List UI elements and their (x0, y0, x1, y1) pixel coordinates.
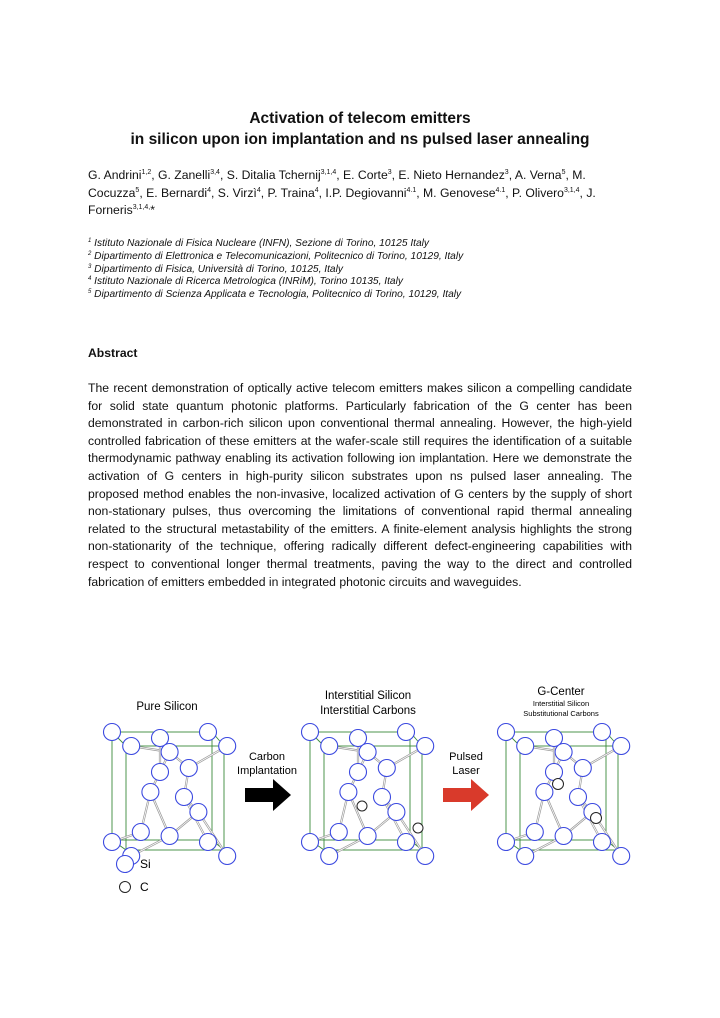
author-separator: , (336, 168, 344, 182)
panel1-title: Pure Silicon (136, 701, 198, 713)
affiliation-item (88, 264, 648, 277)
si-atom (200, 724, 217, 741)
si-atom (594, 724, 611, 741)
affiliation-number: 3 (88, 263, 92, 270)
author-name: M. Cocuzza (88, 168, 586, 200)
author-name: E. Nieto Hernandez (398, 168, 505, 182)
author-separator: , (579, 185, 587, 200)
author-name: M. Genovese (423, 185, 496, 200)
legend-si-label: Si (140, 857, 151, 871)
arrow2-label-line2: Laser (452, 765, 480, 777)
author-name: S. Ditalia Tchernij (226, 168, 321, 182)
lattice-figure (88, 680, 648, 910)
si-atom (574, 760, 591, 777)
si-atom (104, 724, 121, 741)
author-separator: , (151, 168, 159, 182)
author-affiliation: 4.1 (495, 186, 506, 194)
author-affiliation: 3,1,4 (320, 169, 337, 176)
author-affiliation: 1,2 (141, 169, 152, 176)
si-atom (302, 834, 319, 851)
affiliation-number: 1 (88, 238, 92, 244)
arrow1-label-line2: Implantation (237, 765, 297, 777)
author-separator: , (565, 168, 573, 182)
affiliation-number: 4 (88, 276, 92, 283)
author-affiliation: 4.1 (406, 186, 417, 194)
abstract-text: The recent demonstration of optically active telecom emitters makes silicon a compelling candidate for solid state quantum photonic platforms. Particularly fabrication of the G center has been demonstrated in carbon-rich silicon upon conventional thermal annealing. However, the high-yield controlled fabrication of these emitters at the wafer-scale still requires the identification of a suitable thermodynamic pathway enabling its activation following ion implantation. Here we demonstrate the activation of G centers in high-purity silicon substrates upon ns pulsed laser annealing. The proposed method enables the non-invasive, localized activation of G centers by the supply of short non-stationary pulses, thus overcoming the limitations of conventional rapid thermal annealing related to the structural metastability of the emitters. A finite-element analysis highlights the strong non-stationarity of the technique, offering radically different defect-engineering capabilities with respect to conventional longer thermal treatments, paving the way to the direct and controlled fabrication of emitters embedded in integrated photonic circuits and waveguides. (88, 381, 632, 589)
author-affiliation: 5 (561, 169, 566, 176)
si-atom (330, 824, 347, 841)
si-atom (546, 764, 563, 781)
legend-c-label: C (140, 880, 149, 894)
legend-c-atom-icon (120, 882, 131, 893)
author-name: S. Virzì (217, 185, 257, 200)
si-atom (417, 738, 434, 755)
si-atom (517, 848, 534, 865)
author-affiliation: 5 (135, 186, 140, 194)
si-atom (594, 834, 611, 851)
si-atom (555, 744, 572, 761)
si-atom (350, 764, 367, 781)
author-separator: * (150, 203, 155, 218)
si-atom (613, 848, 630, 865)
author-name: G. Andrini (88, 168, 142, 182)
si-atom (321, 848, 338, 865)
c-atom (553, 779, 564, 790)
si-atom (123, 738, 140, 755)
si-atom (340, 784, 357, 801)
lattice-pure-silicon (104, 724, 236, 865)
si-atom (570, 789, 587, 806)
author-name: I.P. Degiovanni (325, 185, 407, 200)
author-affiliation: 3,1,4, (132, 204, 151, 212)
author-separator: , (391, 168, 399, 182)
paper-title (0, 108, 720, 150)
affiliation-text: Istituto Nazionale di Fisica Nucleare (INFN), Sezione di Torino, 10125 Italy (91, 238, 430, 249)
si-atom (417, 848, 434, 865)
author-affiliation: 4 (314, 186, 319, 194)
si-atom (359, 744, 376, 761)
author-name: G. Zanelli (158, 168, 211, 182)
c-atom (591, 813, 602, 824)
arrow2-label-line1: Pulsed (449, 751, 483, 763)
author-separator: , (508, 168, 515, 182)
si-atom (555, 828, 572, 845)
affiliation-text: Dipartimento di Scienza Applicata e Tecnologia, Politecnico di Torino, 10129, Italy (91, 289, 462, 301)
si-atom (321, 738, 338, 755)
affiliation-item (88, 251, 648, 264)
affiliation-text: Dipartimento di Fisica, Università di Torino, 10125, Italy (91, 263, 343, 275)
author-affiliation: 4 (207, 186, 211, 194)
implantation-arrow-icon (245, 779, 291, 811)
panel3-sub-line2: Substitutional Carbons (523, 709, 599, 718)
author-affiliation: 4 (256, 186, 261, 194)
affiliation-list (88, 238, 648, 302)
affiliation-number: 2 (88, 250, 92, 257)
si-atom (219, 738, 236, 755)
author-separator: , (505, 185, 513, 200)
si-atom (161, 744, 178, 761)
panel2-title-line1: Interstitial Silicon (324, 690, 412, 702)
si-atom (152, 764, 169, 781)
si-atom (398, 834, 415, 851)
author-name: E. Corte (343, 168, 388, 182)
affiliation-item (88, 238, 648, 251)
si-atom (200, 834, 217, 851)
c-atom (357, 801, 367, 811)
si-atom (498, 724, 515, 741)
c-atom (413, 823, 423, 833)
lattice-g-center (498, 724, 630, 865)
affiliation-number: 5 (88, 289, 92, 296)
lattice-figure-svg (88, 680, 648, 910)
title-line-2: in silicon upon ion implantation and ns pulsed laser annealing (130, 131, 590, 148)
si-atom (517, 738, 534, 755)
panel2-title-line2: Interstitial Carbons (320, 705, 416, 717)
si-atom (302, 724, 319, 741)
panel3-title: G-Center (537, 686, 585, 698)
affiliation-text: Dipartimento di Elettronica e Telecomunicazioni, Politecnico di Torino, 10129, Italy (91, 250, 464, 262)
si-atom (536, 784, 553, 801)
si-atom (613, 738, 630, 755)
author-separator: , (260, 185, 268, 200)
si-atom (378, 760, 395, 777)
author-affiliation: 3,4 (210, 169, 220, 176)
title-line-1: Activation of telecom emitters (249, 110, 471, 127)
author-name: P. Olivero (512, 185, 564, 200)
author-name: E. Bernardi (146, 185, 208, 200)
affiliation-text: Istituto Nazionale di Ricerca Metrologica (INRiM), Torino 10135, Italy (91, 276, 403, 288)
si-atom (104, 834, 121, 851)
si-atom (374, 789, 391, 806)
si-atom (132, 824, 149, 841)
author-separator: , (318, 185, 326, 200)
author-separator: , (416, 185, 424, 200)
panel3-sub-line1: Interstitial Silicon (532, 699, 590, 708)
abstract-heading: Abstract (88, 346, 138, 360)
author-list (88, 167, 636, 220)
si-atom (359, 828, 376, 845)
si-atom (190, 804, 207, 821)
si-atom (498, 834, 515, 851)
author-name: A. Verna (514, 168, 562, 182)
si-atom (176, 789, 193, 806)
author-affiliation: 3 (387, 169, 392, 176)
si-atom (180, 760, 197, 777)
si-atom (142, 784, 159, 801)
si-atom (219, 848, 236, 865)
author-name: J. Forneris (88, 185, 596, 218)
affiliation-item (88, 276, 648, 289)
author-separator: , (219, 168, 227, 182)
si-atom (388, 804, 405, 821)
affiliation-item (88, 289, 648, 302)
author-name: P. Traina (267, 185, 315, 200)
author-affiliation: 3 (504, 169, 509, 176)
si-atom (526, 824, 543, 841)
author-separator: , (210, 185, 218, 200)
si-atom (398, 724, 415, 741)
laser-arrow-icon (443, 779, 489, 811)
legend-si-atom-icon (117, 856, 134, 873)
author-separator: , (139, 185, 147, 200)
arrow1-label-line1: Carbon (248, 751, 286, 763)
author-affiliation: 3,1,4 (563, 186, 580, 194)
si-atom (161, 828, 178, 845)
lattice-interstitial (302, 724, 434, 865)
